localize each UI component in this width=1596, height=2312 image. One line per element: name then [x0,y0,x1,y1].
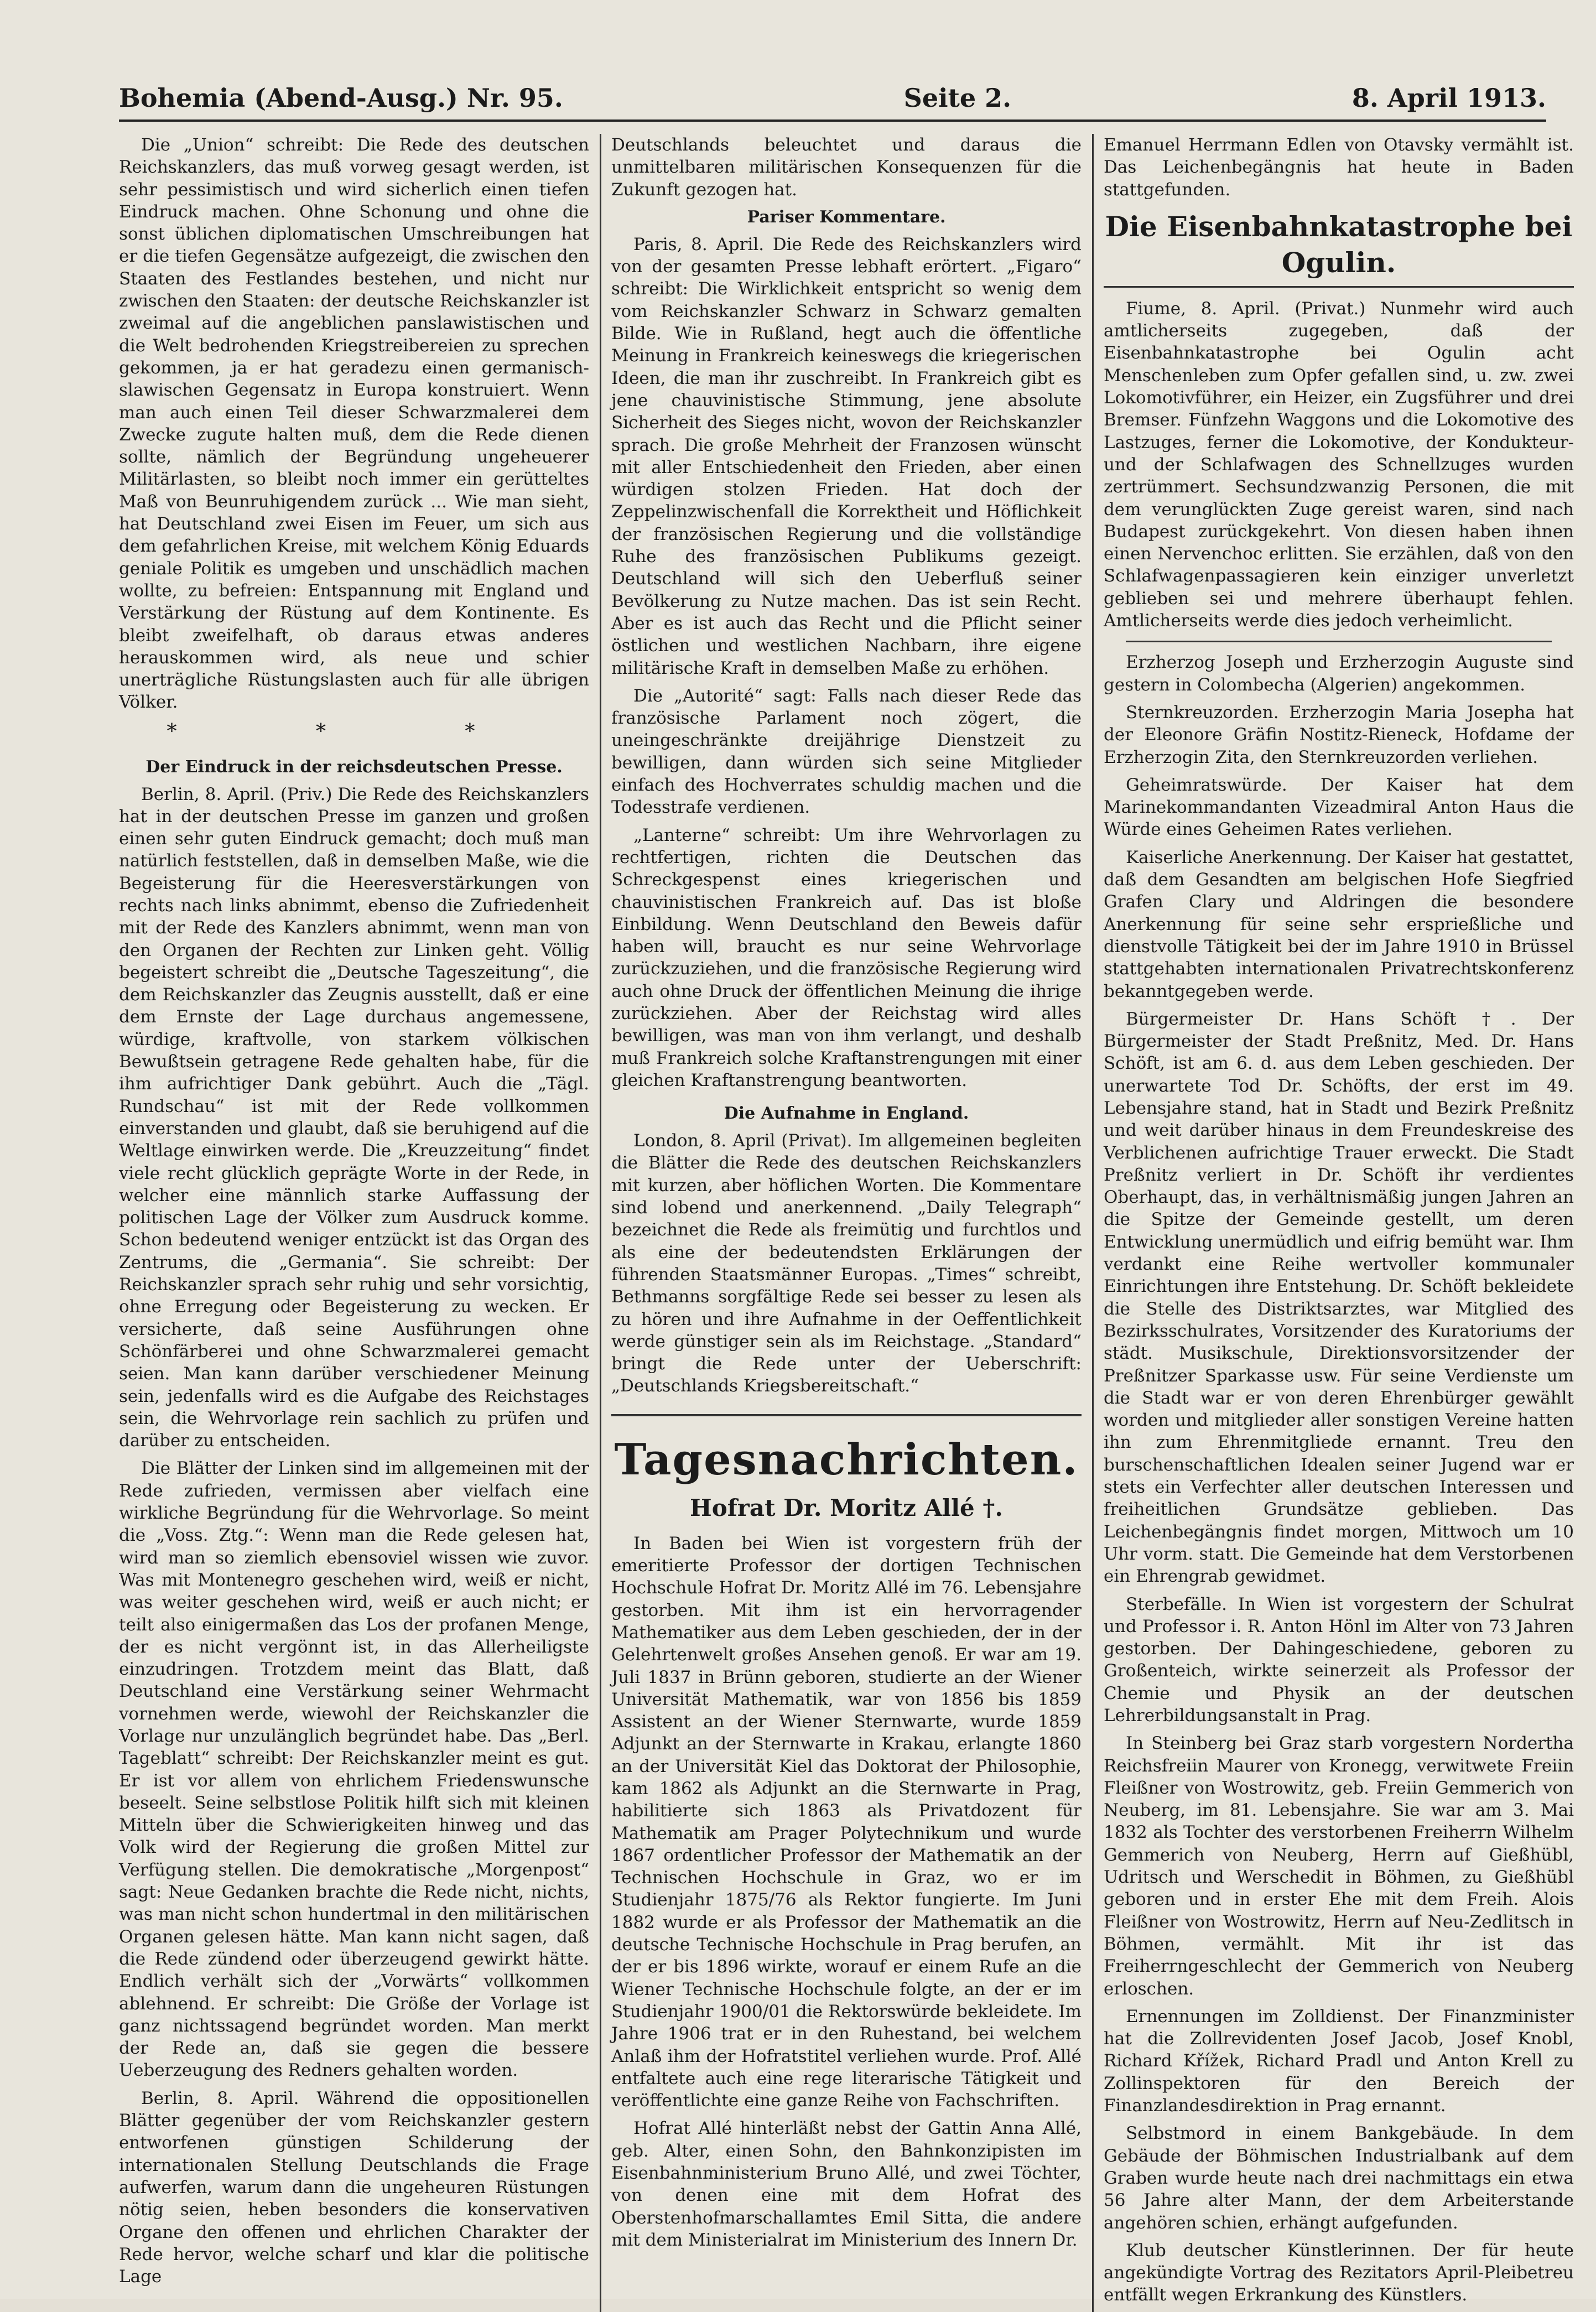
article-lanterne: „Lanterne“ schreibt: Um ihre Wehrvorlagen zu rechtfertigen, richten die Deutschen das Schreckgespenst eines kriegerischen und chauvinistischen Frankreich auf. Das ist bloße Einbildung. Wenn Deutschland den Beweis dafür haben will, braucht es nur seine Wehrvorlage zurückzuziehen, und die französische Regierung wird auch ohne Druck der öffentlichen Meinung die ihrige zurückziehen. Aber der Reichstag wird alles bewilligen, was man von ihm verlangt, und deshalb muß Frankreich solche Kraftanstrengungen mit einer gleichen Kraftanstrengung beantworten. [611,825,1082,1090]
article-columns [119,134,1574,2312]
column-3 [1104,134,1574,2312]
article-left-papers: Die Blätter der Linken sind im allgemeinen mit der Rede zufrieden, vermissen aber vielfach eine wirkliche Begründung für die Wehrvorlage. So meint die „Voss. Ztg.“: Wenn man die Rede gelesen hat, wird man so ziemlich ebensoviel wissen wie zuvor. Was mit Montenegro geschehen wird, weiß er nicht, was weiter geschehen wird, weiß er auch nicht; er teilt also einigermaßen das Los der profanen Menge, der es nicht vergönnt ist, in das Allerheiligste einzudringen. Trotzdem meint das Blatt, daß Deutschland eine Verstärkung seiner Wehrmacht vornehmen werde, wiewohl der Reichskanzler die Vorlage nur unzulänglich begründet habe. Das „Berl. Tageblatt“ schreibt: Der Reichskanzler meint es gut. Er ist vor allem von ehrlichem Friedenswunsche beseelt. Seine selbstlose Politik hilft sich mit kleinen Mitteln über die Schwierigkeiten hinweg und das Volk wird der Regierung die großen Mittel zur Verfügung stellen. Die demokratische „Morgenpost“ sagt: Neue Gedanken brachte die Rede nicht, nichts, was man nicht schon hundertmal in den militärischen Organen gelesen hätte. Man kann nicht sagen, daß die Rede zündend oder überzeugend gewirkt hätte. Endlich verhält sich der „Vorwärts“ vollkommen ablehnend. Er schreibt: Die Größe der Vorlage ist ganz nichtssagend begründet worden. Man merkt der Rede an, daß sie gegen die bessere Ueberzeugung des Redners gehalten worden. [119,1458,589,2081]
subhead-england: Die Aufnahme in England. [724,1104,969,1124]
header-date: 8. April 1913. [1351,83,1546,113]
subhead-german-press: Der Eindruck in der reichsdeutschen Presse. [145,757,563,777]
article-berlin-press: Berlin, 8. April. (Priv.) Die Rede des Reichskanzlers hat in der deutschen Presse im ganzen und großen einen sehr guten Eindruck gemacht; doch muß man natürlich feststellen, daß in demselben Maße, wie die Begeisterung für die Heeresverstärkungen von rechts nach links abnimmt, ebenso die Zufriedenheit mit der Rede des Kanzlers abnimmt, wenn man von den Organen der Rechten zur Linken geht. Völlig begeistert schreibt die „Deutsche Tageszeitung“, die dem Reichskanzler das Zeugnis ausstellt, daß er eine dem Ernste der Lage durchaus angemessene, würdige, kraftvolle, von starkem völkischen Bewußtsein getragene Rede gehalten habe, für die ihm aufrichtiger Dank gebührt. Auch die „Tägl. Rundschau“ ist mit der Rede vollkommen einverstanden und glaubt, daß sie beruhigend auf die Weltlage einwirken werde. Die „Kreuzzeitung“ findet viele recht glücklich geprägte Worte in der Rede, in welcher eine männlich starke Auffassung der politischen Lage der Völker zum Ausdruck komme. Schon bedeutend weniger entzückt ist das Organ des Zentrums, die „Germania“. Sie schreibt: Der Reichskanzler sprach sehr ruhig und sehr vorsichtig, ohne Erregung oder Begeisterung zu wecken. Er versicherte, daß seine Ausführungen ohne Schönfärberei und ohne Schwarzmalerei gemacht seien. Man kann darüber verschiedener Meinung sein, jedenfalls wird es die Aufgabe des Reichstages sein, die Wehrvorlage rein sachlich zu prüfen und darüber zu entscheiden. [119,784,589,1451]
column-2 [611,134,1082,2312]
notice-sterbefaelle: Sterbefälle. In Wien ist vorgestern der Schulrat und Professor i. R. Anton Hönl im Alter von 73 Jahren gestorben. Der Dahingeschiedene, geboren zu Großenteich, wirkte seinerzeit als Professor der Chemie und Physik an der deutschen Lehrerbildungsanstalt in Prag. [1104,1594,1574,1726]
article-paris-figaro: Paris, 8. April. Die Rede des Reichskanzlers wird von der gesamten Presse lebhaft erörtert. „Figaro“ schreibt: Die Wirklichkeit entspricht so wenig dem vom Reichskanzler Schwarz in Schwarz gemalten Bilde. Wie in Rußland, hegt auch die öffentliche Meinung in Frankreich keineswegs die kriegerischen Ideen, die man ihr zuschreibt. In Frankreich gibt es jene chauvinistische Stimmung, jene absolute Sicherheit des Sieges nicht, wovon der Reichskanzler sprach. Die große Mehrheit der Franzosen wünscht mit aller Entschiedenheit den Frieden, aber einen würdigen stolzen Frieden. Hat doch der Zeppelinzwischenfall die Korrektheit und Höflichkeit der französischen Regierung und die vollständige Ruhe des französischen Publikums gezeigt. Deutschland will sich den Ueberfluß seiner Bevölkerung zu Nutze machen. Das ist sein Recht. Aber es ist auch das Recht und die Pflicht seiner östlichen und westlichen Nachbarn, ihre eigene militärische Kraft in demselben Maße zu erhöhen. [611,234,1082,678]
headline-railway-catastrophe: Die Eisenbahnkatastrophe bei Ogulin. [1104,209,1574,288]
article-continuation: Deutschlands beleuchtet und daraus die unmittelbaren militärischen Konsequenzen für die Zukunft gezogen hat. [611,135,1082,200]
section-divider-stars: * * * [167,720,542,743]
article-obituary-continuation: Emanuel Herrmann Edlen von Otavsky vermählt ist. Das Leichenbegängnis hat heute in Baden stattgefunden. [1104,135,1574,200]
notice-geheimrat: Geheimratswürde. Der Kaiser hat dem Marinekommandanten Vizeadmiral Anton Haus die Würde eines Geheimen Rates verliehen. [1104,775,1574,840]
article-obituary-family: Hofrat Allé hinterläßt nebst der Gattin Anna Allé, geb. Alter, einen Sohn, den Bahnkonzipisten im Eisenbahnministerium Bruno Allé, und zwei Töchter, von denen eine mit dem Hofrat des Oberstenhofmarschallamtes Emil Sitta, die andere mit dem Ministerialrat im Ministerium des Innern Dr. [611,2118,1082,2250]
header-publication: Bohemia (Abend-Ausg.) Nr. 95. [119,83,563,113]
article-fiume: Fiume, 8. April. (Privat.) Nunmehr wird auch amtlicherseits zugegeben, daß der Eisenbahnkatastrophe bei Ogulin acht Menschenleben zum Opfer gefallen sind, u. zw. zwei Lokomotivführer, ein Heizer, ein Zugsführer und drei Bremser. Fünfzehn Waggons und die Lokomotive des Lastzuges, ferner die Lokomotive, der Kondukteur- und der Schlafwagen des Schnellzuges wurden zertrümmert. Sechsundzwanzig Personen, die mit dem verunglückten Zuge gereist waren, sind nach Budapest zurückgekehrt. Von diesen haben ihnen einen Nervenchoc erlitten. Sie erzählen, daß von den Schlafwagenpassagieren kein einziger unverletzt geblieben sei und mehrere überhaupt fehlen. Amtlicherseits werde dies jedoch verheimlicht. [1104,298,1574,631]
header-page-number: Seite 2. [903,83,1012,113]
article-autorite: Die „Autorité“ sagt: Falls nach dieser Rede das französische Parlament noch zögert, die uneingeschränkte dreijährige Dienstzeit zu bewilligen, dann würden sich seine Mitglieder einfach des Hochverrates schuldig machen und die Todesstrafe verdienen. [611,685,1082,818]
article-union: Die „Union“ schreibt: Die Rede des deutschen Reichskanzlers, das muß vorweg gesagt werden, ist sehr pessimistisch und wird sicherlich einen tiefen Eindruck machen. Ohne Schonung und ohne die sonst üblichen diplomatischen Umschreibungen hat er die tiefen Gegensätze aufgezeigt, die zwischen den Staaten des Festlandes bestehen, und nicht nur zwischen den Staaten: der deutsche Reichskanzler ist zweimal auf die angeblichen panslawistischen und die Welt bedrohenden Kriegstreibereien zu sprechen gekommen, ja er hat geradezu einen germanisch-slawischen Gegensatz in Europa konstruiert. Wenn man auch einen Teil dieser Schwarzmalerei dem Zwecke zugute halten muß, dem die Rede dienen sollte, nämlich der Begründung ungeheuerer Militärlasten, so bleibt noch immer ein gerütteltes Maß von Beunruhigendem zurück ... Wie man sieht, hat Deutschland zwei Eisen im Feuer, um sich aus dem gefahrlichen Kreise, mit welchem König Eduards geniale Politik es umgeben und unschädlich machen wollte, zu befreien: Entspannung mit England und Verstärkung der Rüstung auf dem Kontinente. Es bleibt zweifelhaft, ob daraus etwas anderes herauskommen wird, als neue und schier unerträgliche Rüstungslasten auch für alle übrigen Völker. [119,135,589,713]
divider-rule [1126,641,1552,642]
article-obituary-alle: In Baden bei Wien ist vorgestern früh der emeritierte Professor der dortigen Technischen Hochschule Hofrat Dr. Moritz Allé im 76. Lebensjahre gestorben. Mit ihm ist ein hervorragender Mathematiker aus dem Leben geschieden, der in der Gelehrtenwelt großes Ansehen genoß. Er war am 19. Juli 1837 in Brünn geboren, studierte an der Wiener Universität Mathematik, war von 1856 bis 1859 Assistent an der Wiener Sternwarte, wurde 1859 Adjunkt an der Sternwarte in Krakau, erlangte 1860 an der Universität Kiel das Doktorat der Philosophie, kam 1862 als Adjunkt an die Sternwarte in Prag, habilitierte sich 1863 als Privatdozent für Mathematik am Prager Polytechnikum und wurde 1867 ordentlicher Professor der Mathematik an der Technischen Hochschule in Graz, wo er im Studienjahr 1875/76 als Rektor fungierte. Im Juni 1882 wurde er als Professor der Mathematik an die deutsche Technische Hochschule in Prag berufen, an der er bis 1896 wirkte, worauf er einem Rufe an die Wiener Technische Hochschule folgte, an der er im Studienjahr 1900/01 die Rektorswürde bekleidete. Im Jahre 1906 trat er in den Ruhestand, bei welchem Anlaß ihm der Hofratstitel verliehen wurde. Prof. Allé entfaltete auch eine rege literarische Tätigkeit und veröffentlichte eine ganze Reihe von Fachschriften. [611,1533,1082,2111]
notice-archduke: Erzherzog Joseph und Erzherzogin Auguste sind gestern in Colombecha (Algerien) angekommen. [1104,652,1574,695]
subhead-paris: Pariser Kommentare. [747,207,946,227]
page-header [119,83,1546,122]
article-berlin-opposition: Berlin, 8. April. Während die oppositionellen Blätter gegenüber der vom Reichskanzler gestern entworfenen günstigen Schilderung der internationalen Stellung Deutschlands die Frage aufwerfen, warum dann die ungeheuren Rüstungen nötig seien, heben besonders die konservativen Organe den offenen und ehrlichen Charakter der Rede hervor, welche scharf und klar die politische Lage [119,2088,589,2287]
notice-anerkennung: Kaiserliche Anerkennung. Der Kaiser hat gestattet, daß dem Gesandten am belgischen Hofe Siegfried Grafen Clary und Aldringen die besondere Anerkennung für seine sehr ersprießliche und dienstvolle Tätigkeit bei der im Jahre 1910 in Brüssel stattgehabten internationalen Privatrechtskonferenz bekanntgegeben werde. [1104,847,1574,1001]
notice-steinberg: In Steinberg bei Graz starb vorgestern Nordertha Reichsfreiin Maurer von Kronegg, verwitwete Freiin Fleißner von Wostrowitz, geb. Freiin Gemmerich von Neuberg, im 81. Lebensjahre. Sie war am 3. Mai 1832 als Tochter des verstorbenen Freiherrn Wilhelm Gemmerich von Neuberg, Herrn auf Gießhübl, Udritsch und Werschedit in Böhmen, zu Gießhübl geboren und in erster Ehe mit dem Freih. Alois Fleißner von Wostrowitz, Herrn auf Neu-Zedlitsch in Böhmen, vermählt. Mit ihr ist das Freiherrngeschlecht der Gemmerich von Neuberg erloschen. [1104,1733,1574,1999]
notice-selbstmord: Selbstmord in einem Bankgebäude. In dem Gebäude der Böhmischen Industrialbank auf dem Graben wurde heute nach drei nachmittags ein etwa 56 Jahre alter Mann, der dem Arbeiterstande angehören schien, erhängt aufgefunden. [1104,2123,1574,2233]
article-london: London, 8. April (Privat). Im allgemeinen begleiten die Blätter die Rede des deutschen Reichskanzlers mit kurzen, aber höflichen Worten. Die Kommentare sind lobend und anerkennend. „Daily Telegraph“ bezeichnet die Rede als freimütig und furchtlos und als eine der bedeutendsten Erklärungen der führenden Staatsmänner Europas. „Times“ schreibt, Bethmanns sorgfältige Rede sei besser zu lesen als zu hören und ihre Aufnahme in der Oeffentlichkeit werde günstiger sein als im Reichstage. „Standard“ bringt die Rede unter der Ueberschrift: „Deutschlands Kriegsbereitschaft.“ [611,1131,1082,1396]
obituary-headline: Hofrat Dr. Moritz Allé †. [690,1494,1003,1522]
notice-zolldienst: Ernennungen im Zolldienst. Der Finanzminister hat die Zollrevidenten Josef Jacob, Josef Knobl, Richard Křížek, Richard Pradl und Anton Krell zu Zollinspektoren für den Bereich der Finanzlandesdirektion in Prag ernannt. [1104,2006,1574,2116]
notice-sternkreuzorden: Sternkreuzorden. Erzherzogin Maria Josepha hat der Eleonore Gräfin Nostitz-Rieneck, Hofdame der Erzherzogin Zita, den Sternkreuzorden verliehen. [1104,702,1574,767]
section-title-tagesnachrichten: Tagesnachrichten. [611,1414,1082,1488]
column-1 [119,134,589,2312]
notice-kuenstlerinnen: Klub deutscher Künstlerinnen. Der für heute angekündigte Vortrag des Rezitators April-Pleibetreu entfällt wegen Erkrankung des Künstlers. [1104,2240,1574,2305]
notice-buergermeister: Bürgermeister Dr. Hans Schöft †. Der Bürgermeister der Stadt Preßnitz, Med. Dr. Hans Schöft, ist am 6. d. aus dem Leben geschieden. Der unerwartete Tod Dr. Schöfts, der erst im 49. Lebensjahre stand, hat in Stadt und Bezirk Preßnitz und weit darüber hinaus in dem Freundeskreise des Verblichenen aufrichtige Trauer erweckt. Die Stadt Preßnitz verliert in Dr. Schöft ihr verdientes Oberhaupt, das, in verhältnismäßig jungen Jahren an die Spitze der Gemeinde gestellt, um deren Entwicklung unermüdlich und eifrig bemüht war. Ihm verdankt eine Reihe wertvoller kommunaler Einrichtungen ihre Entstehung. Dr. Schöft bekleidete die Stelle des Distriktsarztes, war Mitglied des Bezirksschulrates, Vorsitzender des Kuratoriums der städt. Musikschule, Direktionsvorsitzender der Preßnitzer Sparkasse usw. Für seine Verdienste um die Stadt war er von deren Ehrenbürger gewählt worden und mitglieder aller sonstigen Vereine hatten ihn zum Ehrenmitgliede ernannt. Treu den burschenschaftlichen Idealen seiner Jugend war er stets ein Verfechter aller deutschen Interessen und freiheitlichen Grundsätze geblieben. Das Leichenbegängnis findet morgen, Mittwoch um 10 Uhr vorm. statt. Die Gemeinde hat dem Verstorbenen ein Ehrengrab gewidmet. [1104,1009,1574,1587]
